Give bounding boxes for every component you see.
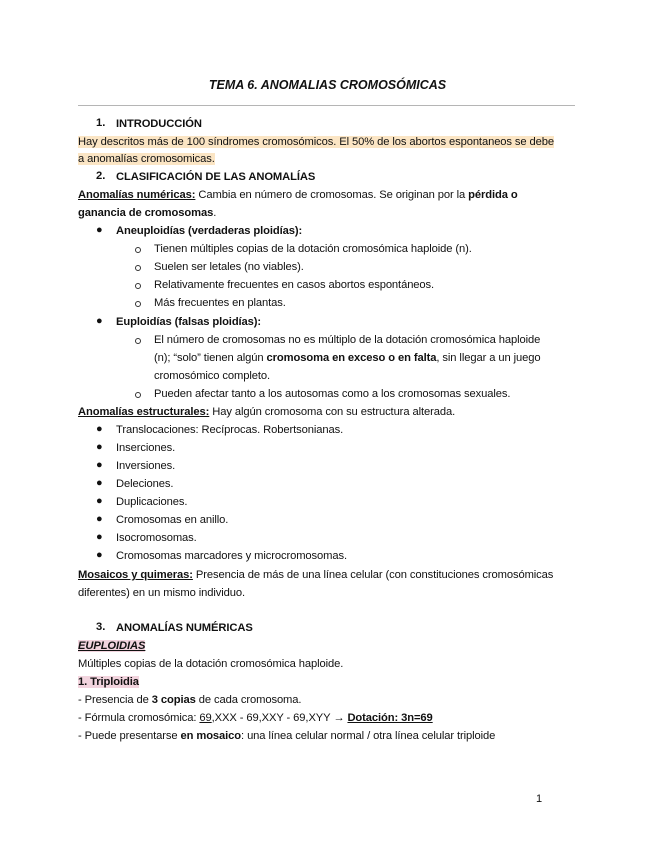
estructurales-paragraph: Anomalías estructurales: Hay algún cromosoma con su estructura alterada. xyxy=(78,406,456,418)
mosaicos-label: Mosaicos y quimeras: xyxy=(78,569,193,581)
bullet-icon: ● xyxy=(96,459,103,471)
list-item: Translocaciones: Recíprocas. Robertsonianas. xyxy=(116,424,344,436)
circle-bullet-icon xyxy=(135,338,141,344)
bullet-icon: ● xyxy=(96,549,103,561)
circle-bullet-icon xyxy=(135,301,141,307)
circle-bullet-icon xyxy=(135,265,141,271)
section-heading-clasificacion: CLASIFICACIÓN DE LAS ANOMALÍAS xyxy=(116,171,316,183)
bullet-icon: ● xyxy=(96,224,103,236)
euploidias-heading: Euploidías (falsas ploidías): xyxy=(116,316,262,328)
bullet-icon: ● xyxy=(96,513,103,525)
list-item: Suelen ser letales (no viables). xyxy=(154,261,304,273)
aneuploidias-heading: Aneuploidías (verdaderas ploidías): xyxy=(116,225,303,237)
list-item: El número de cromosomas no es múltiplo de la dotación cromosómica haploide xyxy=(154,334,541,346)
numericas-label: Anomalías numéricas: xyxy=(78,189,196,201)
mosaicos-paragraph-line2: diferentes) en un mismo individuo. xyxy=(78,587,245,599)
document-title: TEMA 6. ANOMALIAS CROMOSÓMICAS xyxy=(208,78,447,92)
list-item: Cromosomas marcadores y microcromosomas. xyxy=(116,550,347,562)
arrow-icon: → xyxy=(333,712,345,724)
circle-bullet-icon xyxy=(135,392,141,398)
numericas-paragraph-line2: ganancia de cromosomas. xyxy=(78,207,217,219)
list-item: Más frecuentes en plantas. xyxy=(154,297,286,309)
list-item: Isocromosomas. xyxy=(116,532,197,544)
bullet-icon: ● xyxy=(96,441,103,453)
list-item-continued: (n); “solo” tienen algún cromosoma en exceso o en falta, sin llegar a un juego xyxy=(154,352,541,364)
title-divider xyxy=(78,105,575,106)
numericas-paragraph xyxy=(78,188,518,202)
bullet-icon: ● xyxy=(96,495,103,507)
list-item: Duplicaciones. xyxy=(116,496,188,508)
numericas-bold: pérdida o xyxy=(468,189,518,201)
list-item: Relativamente frecuentes en casos abortos espontáneos. xyxy=(154,279,435,291)
section-heading-introduccion: INTRODUCCIÓN xyxy=(116,118,202,130)
triploidia-line1: - Presencia de 3 copias de cada cromosoma. xyxy=(78,694,302,706)
list-item: Tienen múltiples copias de la dotación cromosómica haploide (n). xyxy=(154,243,472,255)
section-number: 3. xyxy=(96,621,106,633)
bullet-icon: ● xyxy=(96,423,103,435)
euploidias-subtitle: EUPLOIDIAS xyxy=(78,640,146,652)
list-item: Inversiones. xyxy=(116,460,176,472)
numericas-bold2: ganancia de cromosomas xyxy=(78,207,214,219)
section-number: 1. xyxy=(96,117,106,129)
bullet-icon: ● xyxy=(96,315,103,327)
bullet-icon: ● xyxy=(96,477,103,489)
section-number: 2. xyxy=(96,170,106,182)
section-heading-anomalias-numericas: ANOMALÍAS NUMÉRICAS xyxy=(116,622,253,634)
list-item: Inserciones. xyxy=(116,442,176,454)
numericas-text: Cambia en número de cromosomas. Se originan por la xyxy=(195,189,469,201)
list-item: Pueden afectar tanto a los autosomas como a los cromosomas sexuales. xyxy=(154,388,511,400)
intro-text-line2: a anomalías cromosomicas. xyxy=(78,153,215,165)
list-item-continued: cromosómico completo. xyxy=(154,370,271,382)
estructurales-label: Anomalías estructurales: xyxy=(78,406,210,418)
list-item: Deleciones. xyxy=(116,478,174,490)
page-number: 1 xyxy=(536,793,543,805)
circle-bullet-icon xyxy=(135,283,141,289)
triploidia-heading: 1. Triploidia xyxy=(78,676,139,688)
mosaicos-paragraph: Mosaicos y quimeras: Presencia de más de una línea celular (con constituciones cromosómicas xyxy=(78,569,554,581)
triploidia-line2: - Fórmula cromosómica: 69,XXX - 69,XXY - 69,XYY → Dotación: 3n=69 xyxy=(78,712,433,724)
intro-text-line1: Hay descritos más de 100 síndromes cromosómicos. El 50% de los abortos espontaneos se debe xyxy=(78,136,555,148)
circle-bullet-icon xyxy=(135,247,141,253)
bullet-icon: ● xyxy=(96,531,103,543)
euploidias-definition: Múltiples copias de la dotación cromosómica haploide. xyxy=(78,658,344,670)
triploidia-line3: - Puede presentarse en mosaico: una línea celular normal / otra línea celular triploide xyxy=(78,730,496,742)
list-item: Cromosomas en anillo. xyxy=(116,514,229,526)
